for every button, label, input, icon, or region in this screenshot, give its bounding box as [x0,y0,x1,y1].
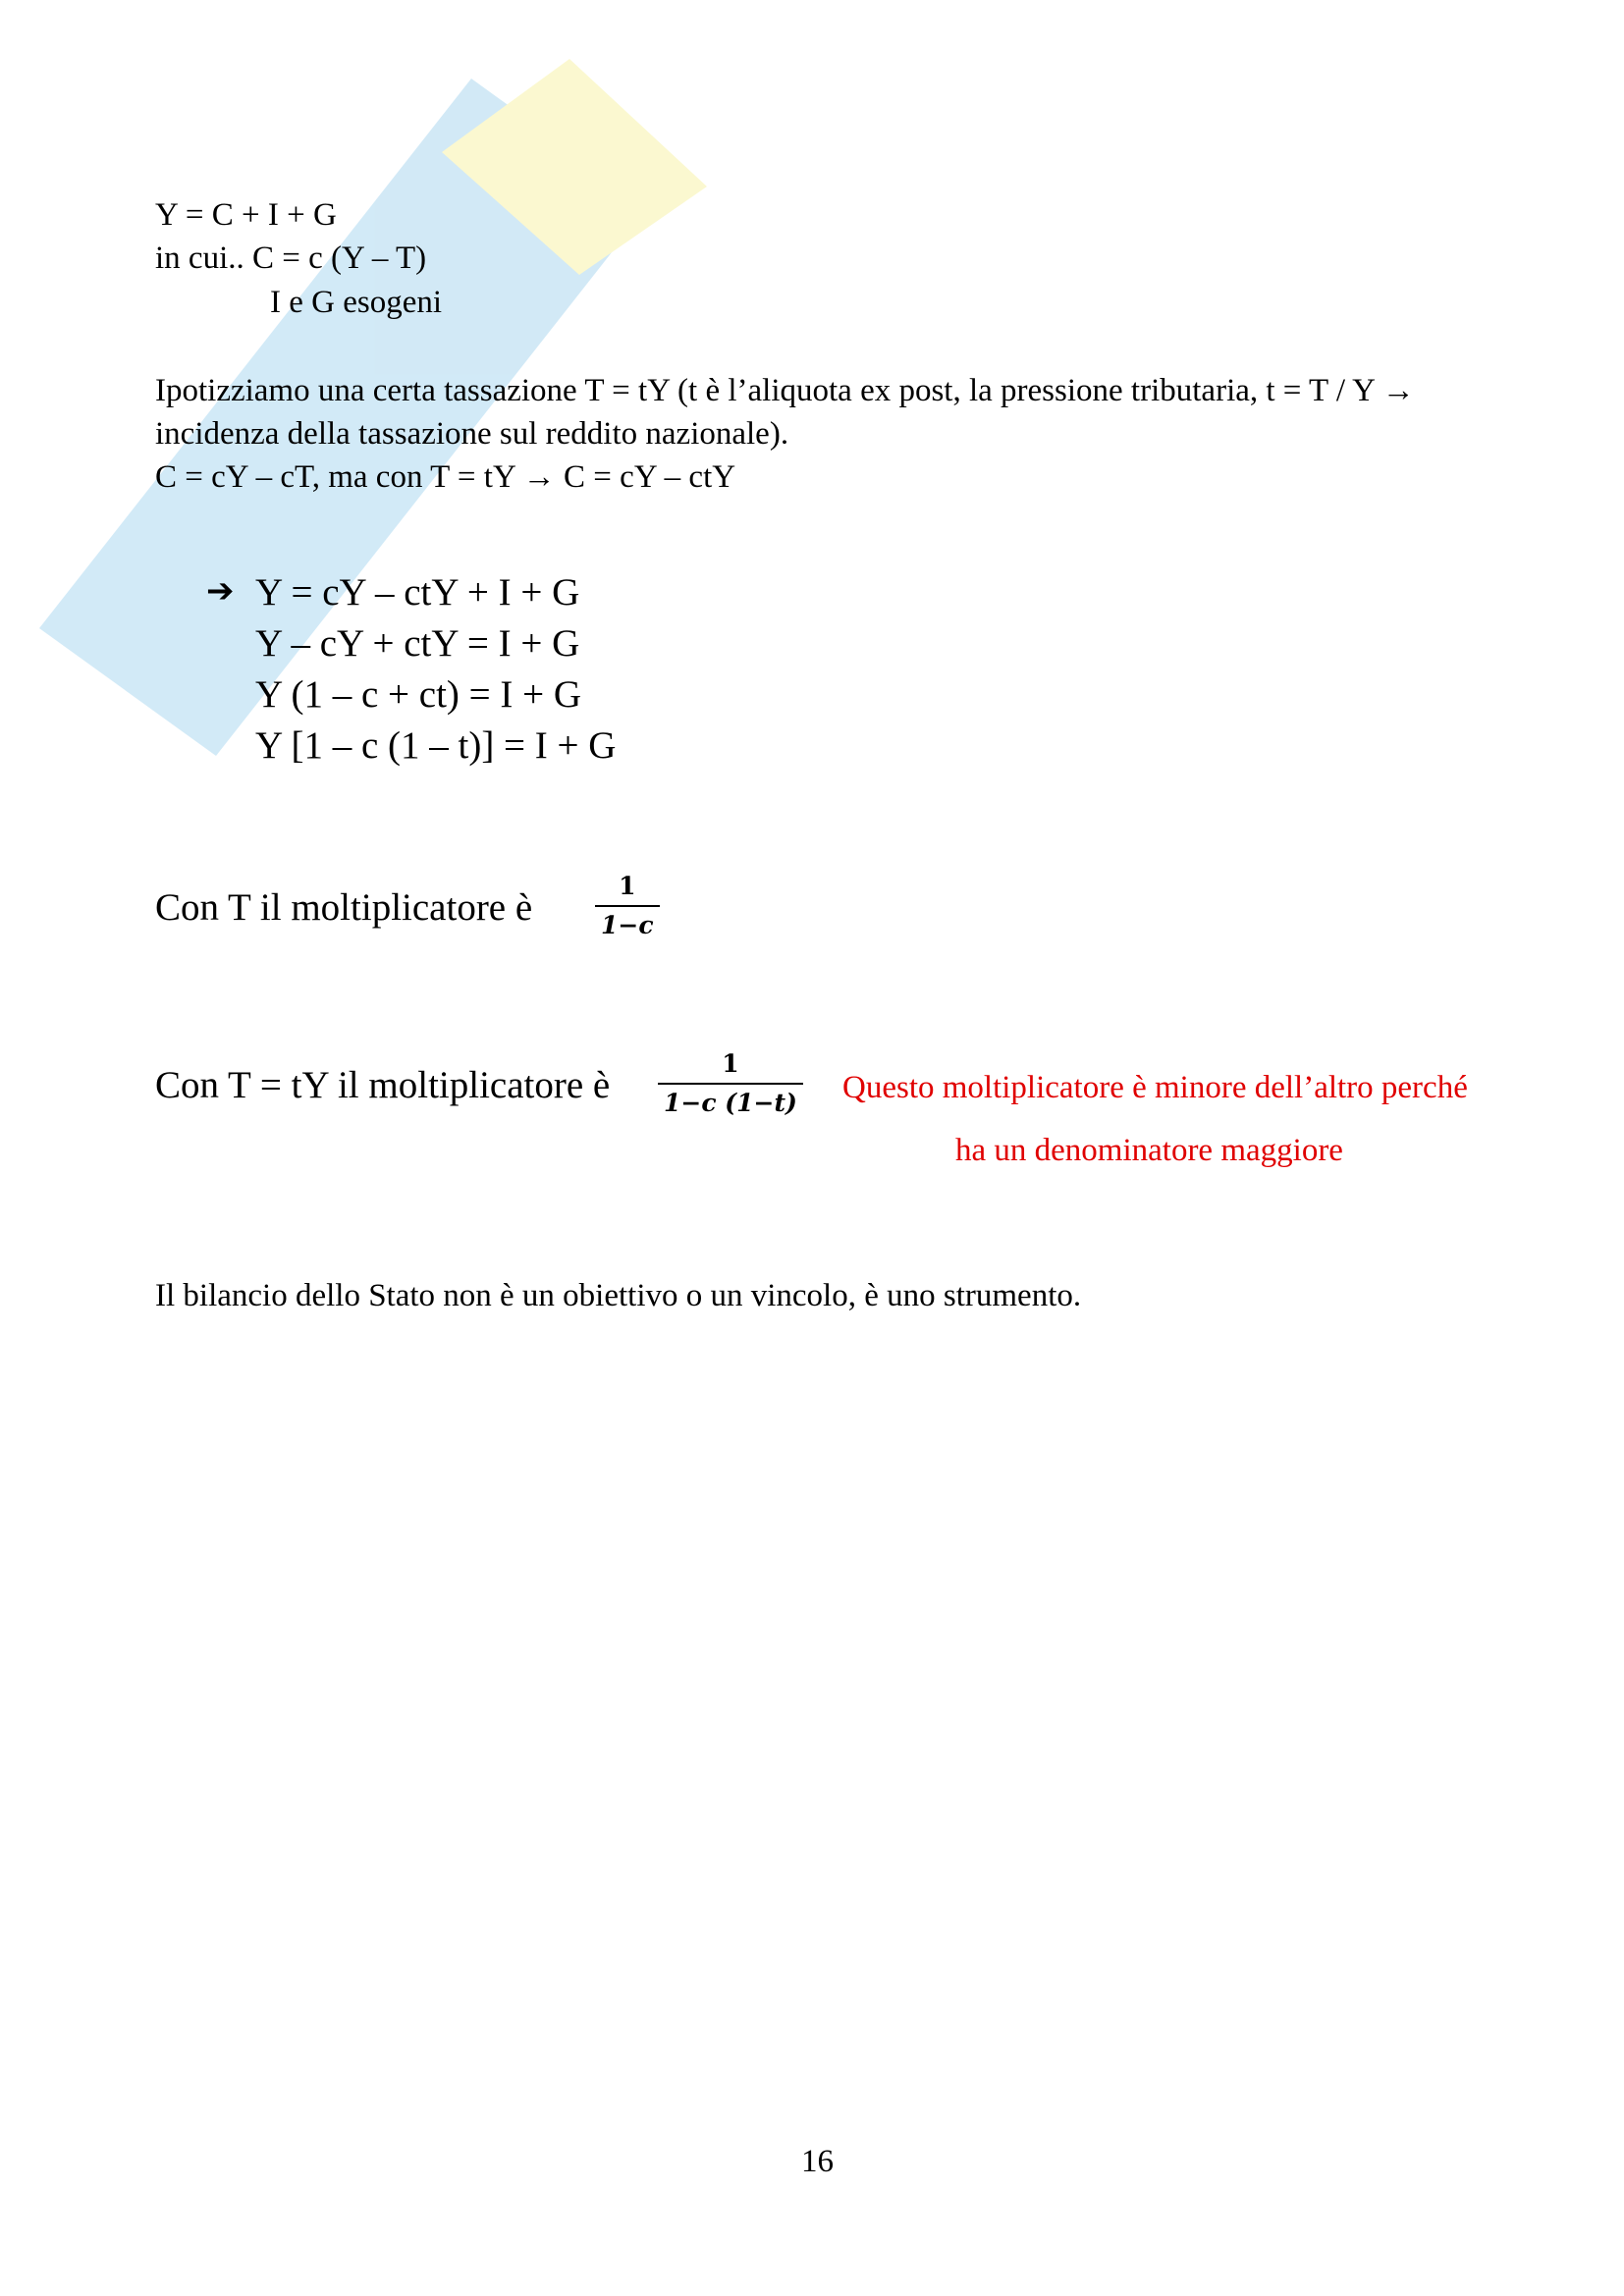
page-number: 16 [801,2144,834,2179]
derivation-step-1: Y = cY – ctY + I + G [255,571,580,614]
hypothesis-line-3: C = cY – cT, ma con T = tY → C = cY – ctY [155,459,736,495]
arrow-right-icon: ➔ [206,571,235,611]
denominator-part-b: (1−t) [725,1089,797,1117]
derivation-step-2: Y – cY + ctY = I + G [255,622,580,665]
multiplier-note-line-2: ha un denominatore maggiore [955,1133,1343,1168]
multiplier-tax-label: Con T = tY il moltiplicatore è [155,1064,611,1106]
multiplier-tax-numerator: 1 [722,1049,739,1078]
multiplier-tax-fraction [658,1049,803,1118]
denominator-part-a: 1−c [664,1089,717,1117]
hypothesis-line-1: Ipotizziamo una certa tassazione T = tY (t è l’aliquota ex post, la pressione tributaria, t = T / Y → [155,373,1415,408]
multiplier-simple-fraction [595,872,660,940]
multiplier-simple-denominator: 1−c [601,911,654,939]
hypothesis-line-2: incidenza della tassazione sul reddito nazionale). [155,416,789,452]
derivation-step-4: Y [1 – c (1 – t)] = I + G [255,724,617,767]
multiplier-tax-denominator [658,1085,803,1118]
multiplier-simple-label: Con T il moltiplicatore è [155,886,533,929]
multiplier-note-line-1: Questo moltiplicatore è minore dell’altro perché [842,1070,1468,1105]
model-line-1: Y = C + I + G [155,197,337,233]
model-line-2: in cui.. C = c (Y – T) [155,240,427,276]
model-line-3: I e G esogeni [270,285,443,320]
multiplier-simple-numerator: 1 [619,872,636,900]
conclusion-text: Il bilancio dello Stato non è un obiettivo o un vincolo, è uno strumento. [155,1278,1082,1313]
watermark-yellow-block [442,59,707,275]
derivation-step-3: Y (1 – c + ct) = I + G [255,673,582,716]
